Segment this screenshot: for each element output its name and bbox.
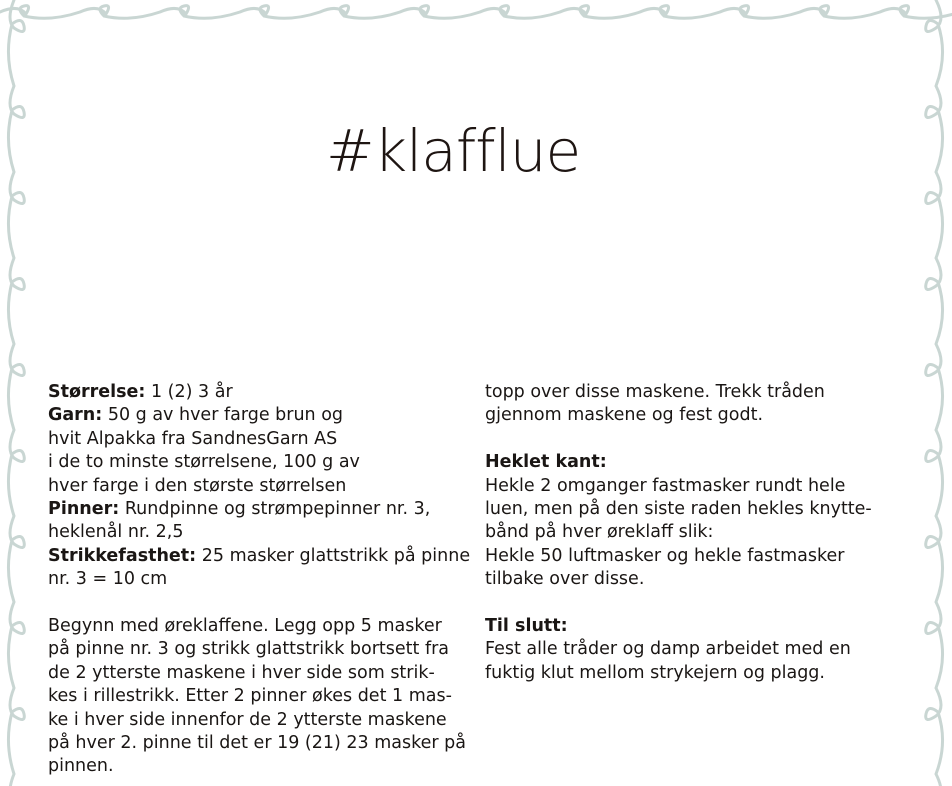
finish-line: Fest alle tråder og damp arbeidet med en (485, 639, 851, 660)
gauge-line-2: nr. 3 = 10 cm (48, 569, 168, 590)
edge-line: Hekle 2 omganger fastmasker rundt hele (485, 475, 846, 496)
edge-heading (485, 451, 915, 474)
edge-line: luen, men på den siste raden hekles knytte- (485, 499, 872, 520)
yarn-line-2: hvit Alpakka fra SandnesGarn AS (48, 428, 338, 449)
needles-label: Pinner: (48, 499, 120, 520)
yarn-line (48, 404, 468, 427)
instruction-line: ke i hver side innenfor de 2 ytterste maskene (48, 709, 447, 730)
edge-heading-text: Heklet kant: (485, 452, 607, 473)
yarn-line-4: hver farge i den største størrelsen (48, 475, 347, 496)
continued-line: topp over disse maskene. Trekk tråden (485, 382, 825, 402)
size-line (48, 381, 468, 404)
gauge-line (48, 545, 471, 568)
finish-line: fuktig klut mellom strykejern og plagg. (485, 662, 825, 683)
instruction-line: pinnen. (48, 756, 114, 777)
needles-line-2: heklenål nr. 2,5 (48, 522, 184, 543)
instruction-line: på pinne nr. 3 og strikk glattstrikk bortsett fra (48, 639, 450, 660)
edge-line: bånd på hver øreklaff slik: (485, 522, 714, 543)
instruction-line: Begynn med øreklaffene. Legg opp 5 masker (48, 616, 442, 637)
yarn-line-3: i de to minste størrelsene, 100 g av (48, 452, 360, 473)
needles-line (48, 498, 468, 521)
finish-heading-text: Til slutt: (485, 616, 568, 637)
instruction-line: de 2 ytterste maskene i hver side som strik- (48, 662, 435, 683)
size-value: 1 (2) 3 år (145, 382, 233, 402)
needles-value: Rundpinne og strømpepinner nr. 3, (119, 499, 431, 520)
edge-line: tilbake over disse. (485, 569, 645, 590)
gauge-value: 25 masker glattstrikk på pinne (196, 545, 471, 566)
finish-heading (485, 615, 915, 638)
instruction-line: på hver 2. pinne til det er 19 (21) 23 masker på (48, 733, 466, 754)
yarn-value: 50 g av hver farge brun og (102, 405, 344, 426)
edge-line: Hekle 50 luftmasker og hekle fastmasker (485, 545, 845, 566)
gauge-label: Strikkefasthet: (48, 545, 197, 566)
page-title: #klafflue (326, 117, 581, 185)
size-label: Størrelse: (48, 382, 146, 402)
right-column (485, 381, 915, 685)
left-column (48, 381, 471, 779)
continued-line: gjennom maskene og fest godt. (485, 405, 764, 426)
instruction-line: kes i rillestrikk. Etter 2 pinner økes det 1 mas- (48, 686, 452, 707)
yarn-label: Garn: (48, 405, 103, 426)
